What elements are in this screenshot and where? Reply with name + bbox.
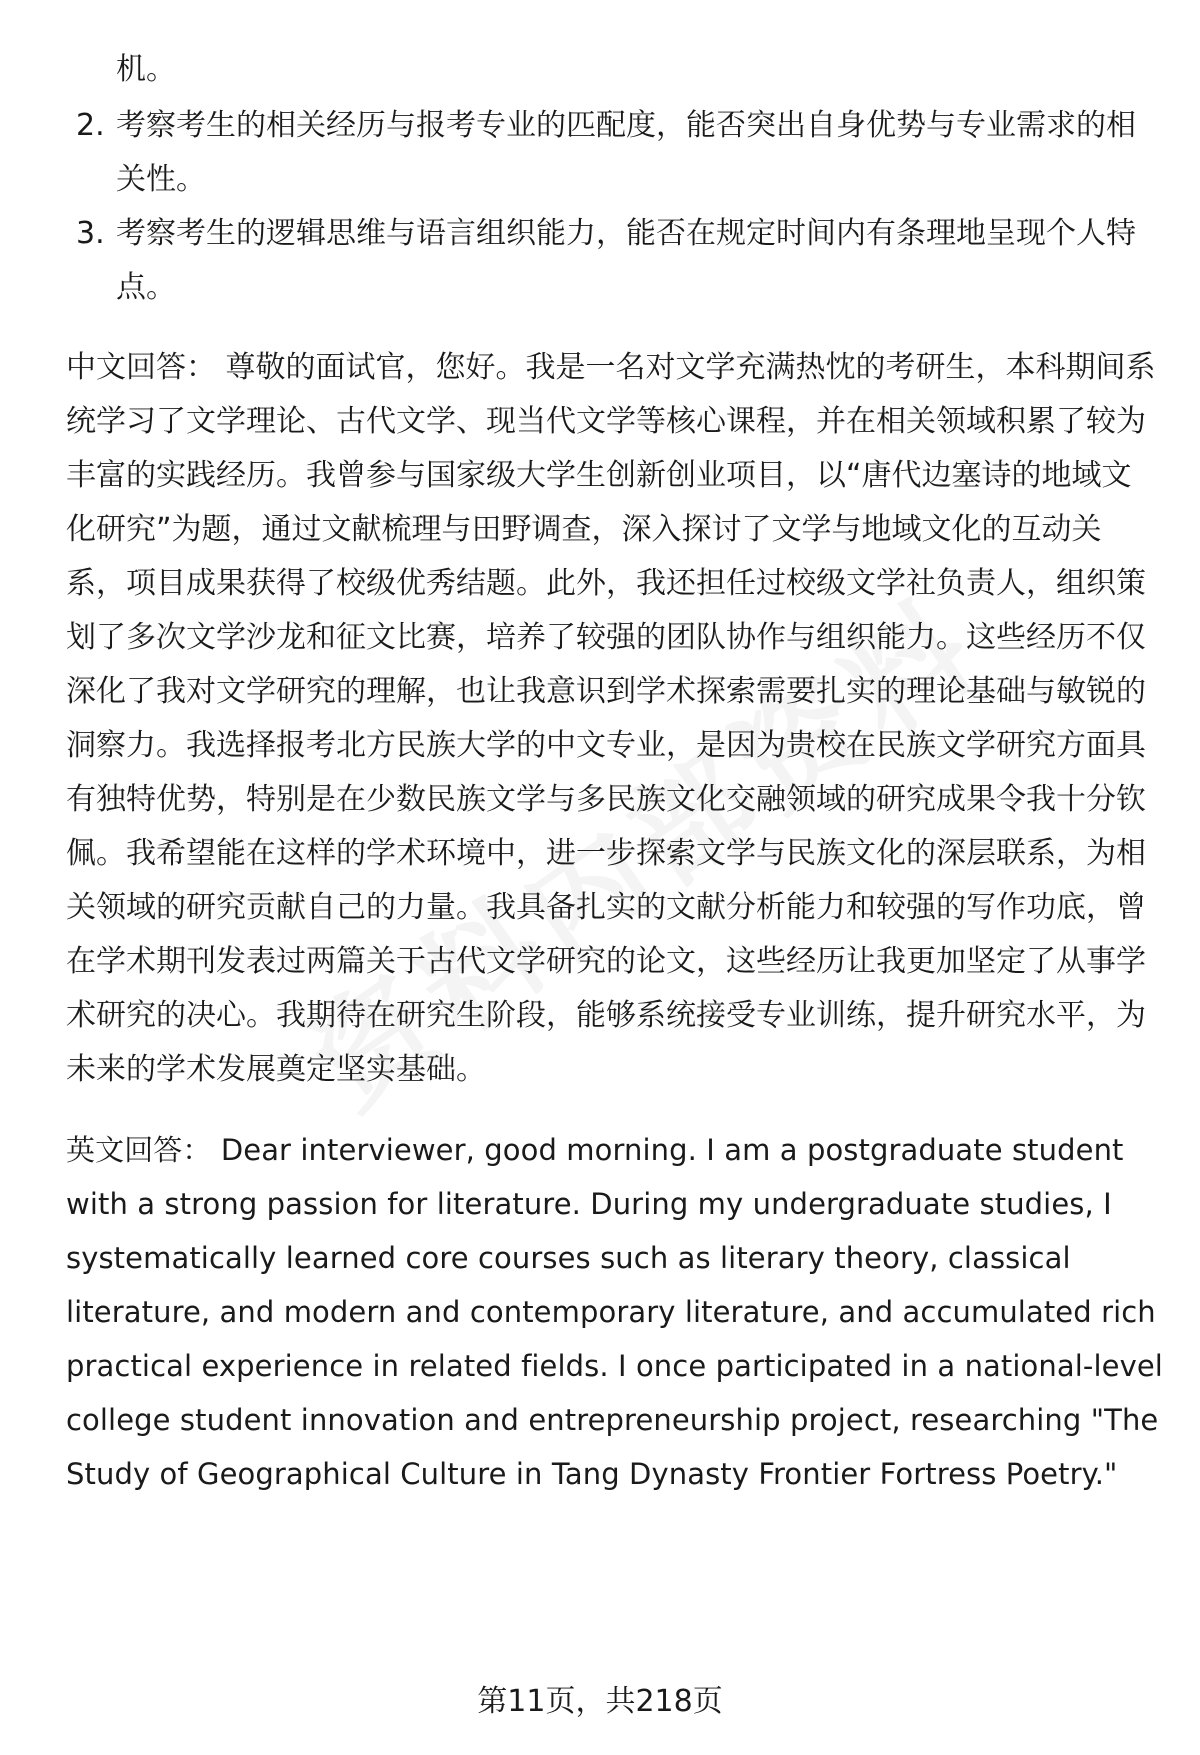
chinese-answer-line: 洞察力。我选择报考北方民族大学的中文专业，是因为贵校在民族文学研究方面具	[66, 728, 1146, 763]
english-answer-line: college student innovation and entrepreneurship project, researching "The	[66, 1403, 1159, 1437]
chinese-answer-line: 未来的学术发展奠定坚实基础。	[66, 1052, 486, 1087]
chinese-answer-line: 关领域的研究贡献自己的力量。我具备扎实的文献分析能力和较强的写作功底，曾	[66, 890, 1146, 925]
list-item-3-line-2: 点。	[116, 270, 176, 305]
chinese-answer-line: 统学习了文学理论、古代文学、现当代文学等核心课程，并在相关领域积累了较为	[66, 404, 1146, 439]
english-answer-line: 英文回答： Dear interviewer, good morning. I am a postgraduate student	[66, 1133, 1124, 1167]
english-answer-line: with a strong passion for literature. During my undergraduate studies, I	[66, 1187, 1112, 1221]
chinese-answer-line: 丰富的实践经历。我曾参与国家级大学生创新创业项目，以“唐代边塞诗的地域文	[66, 458, 1132, 493]
chinese-answer-line: 术研究的决心。我期待在研究生阶段，能够系统接受专业训练，提升研究水平，为	[66, 998, 1146, 1033]
english-answer-line: systematically learned core courses such as literary theory, classical	[66, 1241, 1071, 1275]
english-answer-line: literature, and modern and contemporary literature, and accumulated rich	[66, 1295, 1156, 1329]
list-item-2-line-1: 考察考生的相关经历与报考专业的匹配度，能否突出自身优势与专业需求的相	[116, 108, 1136, 143]
list-item-1-tail: 机。	[116, 52, 176, 87]
page-number-footer: 第11页，共218页	[477, 1684, 723, 1719]
english-answer-line: practical experience in related fields. I once participated in a national-level	[66, 1349, 1163, 1383]
chinese-answer-line: 有独特优势，特别是在少数民族文学与多民族文化交融领域的研究成果令我十分钦	[66, 782, 1146, 817]
list-item-2-number: 2.	[76, 108, 105, 143]
chinese-answer-line: 在学术期刊发表过两篇关于古代文学研究的论文，这些经历让我更加坚定了从事学	[66, 944, 1146, 979]
chinese-answer-line: 化研究”为题，通过文献梳理与田野调查，深入探讨了文学与地域文化的互动关	[66, 512, 1102, 547]
chinese-answer-line: 深化了我对文学研究的理解，也让我意识到学术探索需要扎实的理论基础与敏锐的	[66, 674, 1146, 709]
chinese-answer-line: 系，项目成果获得了校级优秀结题。此外，我还担任过校级文学社负责人，组织策	[66, 566, 1146, 601]
list-item-3-number: 3.	[76, 216, 105, 251]
english-answer-line: Study of Geographical Culture in Tang Dynasty Frontier Fortress Poetry."	[66, 1457, 1118, 1491]
chinese-answer-line: 划了多次文学沙龙和征文比赛，培养了较强的团队协作与组织能力。这些经历不仅	[66, 620, 1146, 655]
list-item-2-line-2: 关性。	[116, 162, 206, 197]
chinese-answer-line: 中文回答： 尊敬的面试官，您好。我是一名对文学充满热忱的考研生，本科期间系	[66, 350, 1156, 385]
list-item-3-line-1: 考察考生的逻辑思维与语言组织能力，能否在规定时间内有条理地呈现个人特	[116, 216, 1136, 251]
chinese-answer-line: 佩。我希望能在这样的学术环境中，进一步探索文学与民族文化的深层联系，为相	[66, 836, 1146, 871]
